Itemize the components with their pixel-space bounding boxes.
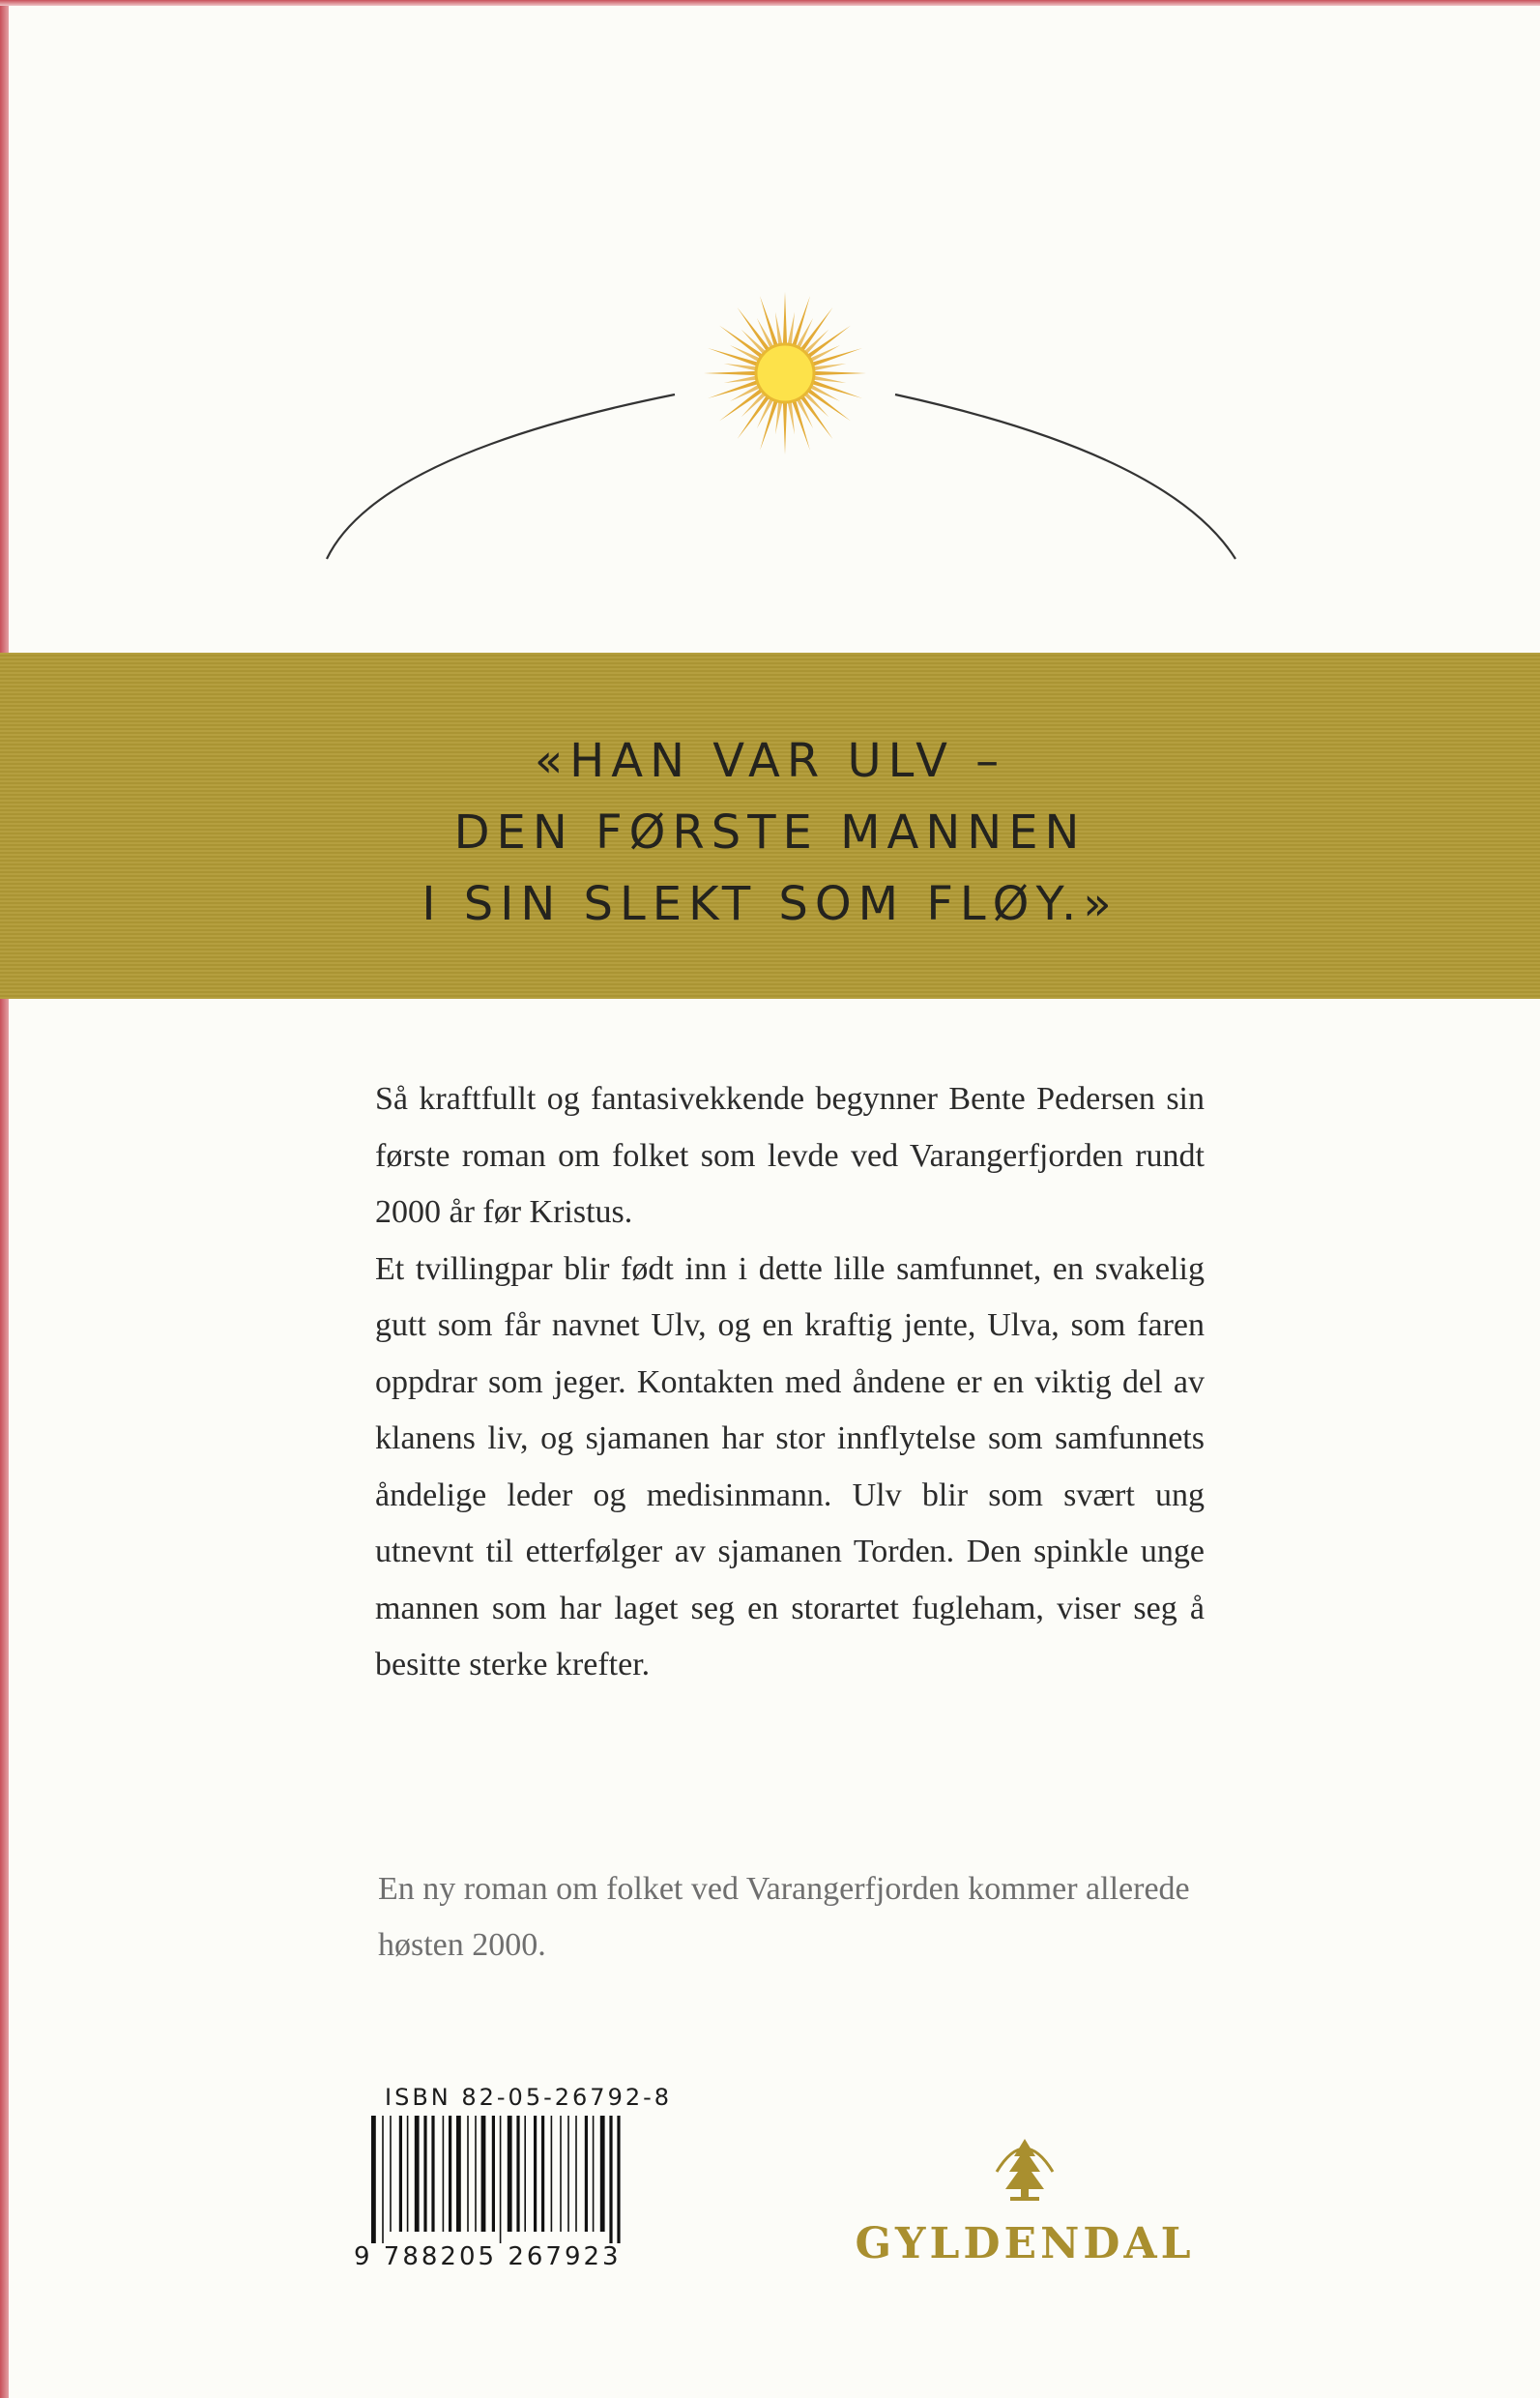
fir-tree-logo-icon [991, 2129, 1059, 2207]
quote-line-3: I SIN SLEKT SOM FLØY.» [421, 877, 1119, 931]
cover-edge-top [0, 0, 1540, 6]
publisher-block [841, 2129, 1208, 2268]
cover-edge-left [0, 0, 9, 2398]
book-description [375, 1071, 1205, 1694]
sun-icon [704, 292, 866, 454]
sequel-announcement: En ny roman om folket ved Varangerfjorden kommer allerede høsten 2000. [378, 1871, 1190, 1963]
barcode-digits: 9 788205 267923 [354, 2242, 622, 2270]
publisher-name: GYLDENDAL [855, 2219, 1195, 2268]
cover-quote [0, 725, 1540, 940]
isbn-label: ISBN 82-05-26792-8 [385, 2084, 673, 2111]
sun-over-horizon-illustration [319, 290, 1247, 580]
quote-line-1: «HAN VAR ULV – [534, 734, 1006, 788]
description-paragraph-1: Så kraftfullt og fantasivekkende begynner Bente Pedersen sin første roman om folket som levde ved Varangerfjorden rundt 2000 år før Kristus. [375, 1081, 1205, 1230]
barcode [354, 2116, 673, 2270]
description-paragraph-2: Et tvillingpar blir født inn i dette lille samfunnet, en svakelig gutt som får navnet Ulv, og en kraftig jente, Ulva, som faren oppdrar som jeger. Kontakten med åndene er en viktig del av klanens liv, og sjamanen har stor innflytelse som samfunnets åndelige leder og medisinmann. Ulv blir som svært ung utnevnt til etterfølger av sjamanen Torden. Den spinkle unge mannen som har laget seg en storartet fugleham, viser seg å besitte sterke krefter. [375, 1250, 1205, 1682]
quote-line-2: DEN FØRSTE MANNEN [453, 805, 1087, 860]
